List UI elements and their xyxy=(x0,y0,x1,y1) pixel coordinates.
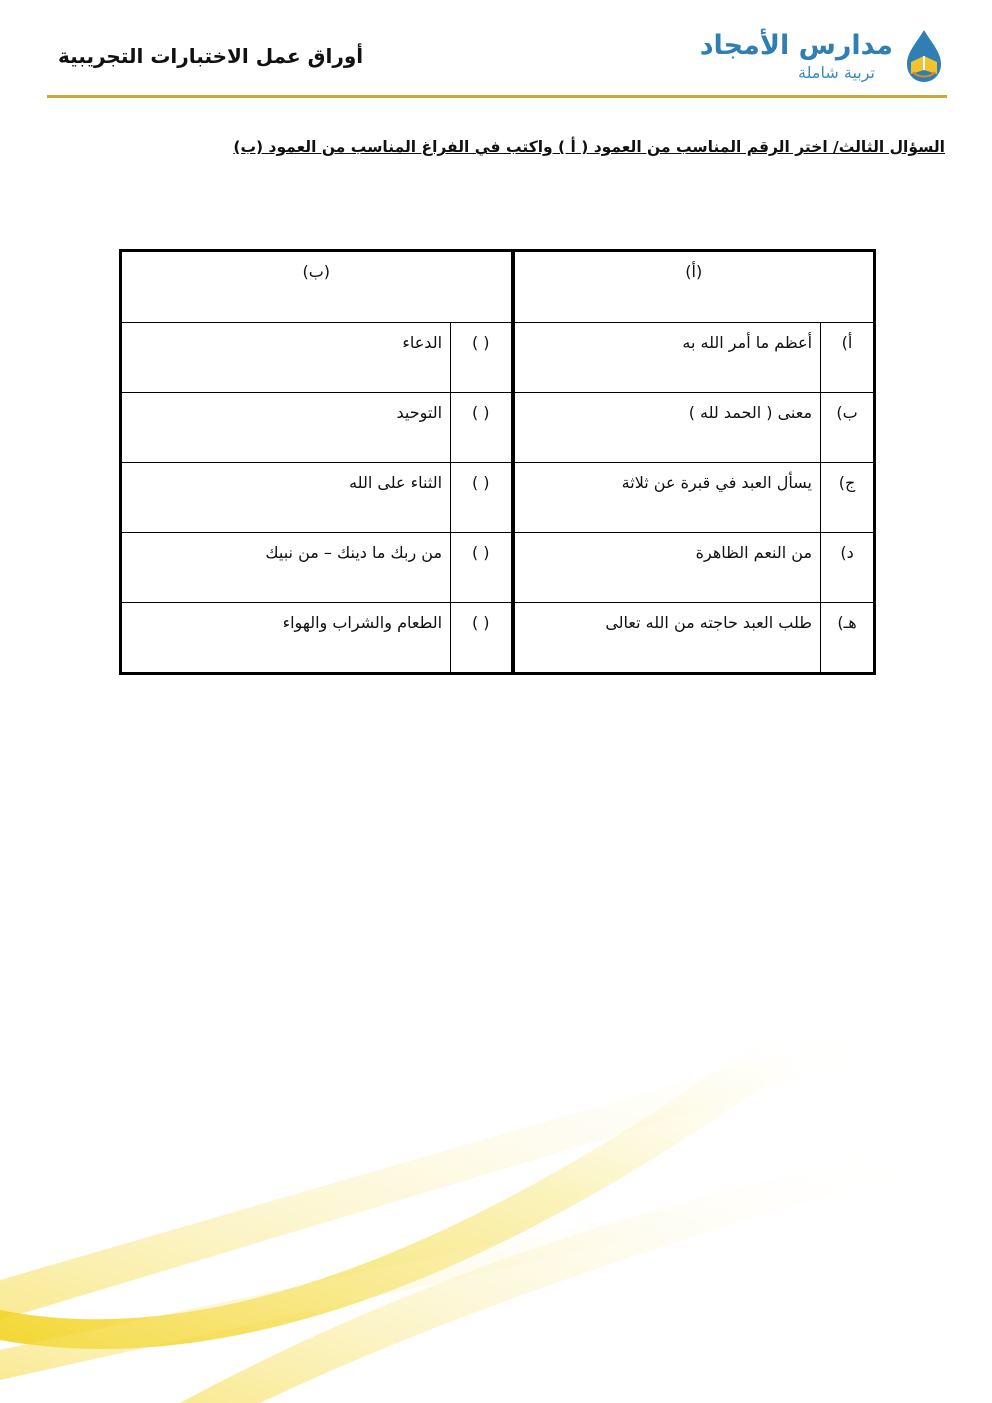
column-b-header: (ب) xyxy=(121,251,513,323)
answer-blank[interactable]: ( ) xyxy=(451,393,513,463)
column-a-item: يسأل العبد في قبرة عن ثلاثة xyxy=(513,463,821,533)
table-row xyxy=(121,393,875,463)
row-letter: أ) xyxy=(821,323,875,393)
answer-blank[interactable]: ( ) xyxy=(451,323,513,393)
document-title: أوراق عمل الاختبارات التجريبية xyxy=(58,44,364,68)
answer-blank[interactable]: ( ) xyxy=(451,463,513,533)
table-row xyxy=(121,323,875,393)
column-b-item: الطعام والشراب والهواء xyxy=(121,603,451,674)
row-letter: هـ) xyxy=(821,603,875,674)
row-letter: ب) xyxy=(821,393,875,463)
row-letter: د) xyxy=(821,533,875,603)
column-b-item: التوحيد xyxy=(121,393,451,463)
school-logo xyxy=(699,28,947,88)
table-row xyxy=(121,463,875,533)
answer-blank[interactable]: ( ) xyxy=(451,603,513,674)
school-name: مدارس الأمجاد xyxy=(699,30,893,61)
column-a-header: (أ) xyxy=(513,251,875,323)
column-a-item: معنى ( الحمد لله ) xyxy=(513,393,821,463)
question-text: السؤال الثالث/ اختر الرقم المناسب من العمود ( أ ) واكتب في الفراغ المناسب من العمود (ب) xyxy=(233,138,945,156)
column-b-item: من ربك ما دينك – من نبيك xyxy=(121,533,451,603)
column-b-item: الثناء على الله xyxy=(121,463,451,533)
matching-table xyxy=(119,249,876,675)
header-divider xyxy=(47,95,947,98)
school-logo-icon xyxy=(901,28,947,84)
decorative-light-rays xyxy=(0,900,992,1403)
column-b-item: الدعاء xyxy=(121,323,451,393)
page-header xyxy=(0,0,992,100)
table-row xyxy=(121,533,875,603)
table-row xyxy=(121,603,875,674)
column-a-item: من النعم الظاهرة xyxy=(513,533,821,603)
column-a-item: أعظم ما أمر الله به xyxy=(513,323,821,393)
row-letter: ج) xyxy=(821,463,875,533)
table-header-row xyxy=(121,251,875,323)
column-a-item: طلب العبد حاجته من الله تعالى xyxy=(513,603,821,674)
answer-blank[interactable]: ( ) xyxy=(451,533,513,603)
school-tagline: تربية شاملة xyxy=(798,63,875,82)
